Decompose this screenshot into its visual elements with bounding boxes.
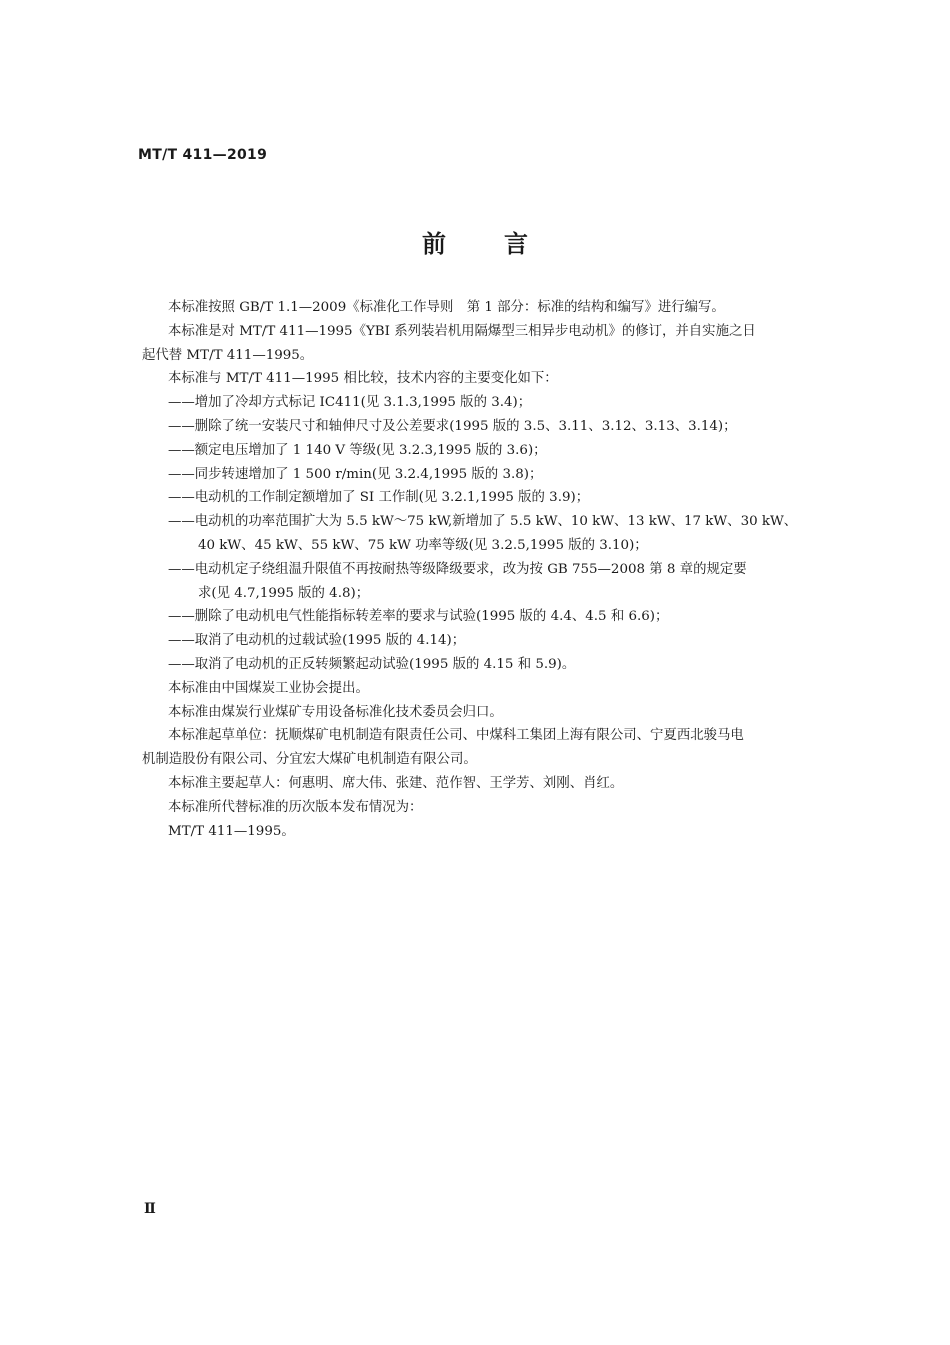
- paragraph-committee: 本标准由煤炭行业煤矿专用设备标准化技术委员会归口。: [168, 704, 503, 720]
- change-item: ——删除了电动机电气性能指标转差率的要求与试验(1995 版的 4.4、4.5 和 6.6)；: [168, 609, 669, 625]
- change-item: ——额定电压增加了 1 140 V 等级(见 3.2.3,1995 版的 3.6)；: [168, 442, 547, 458]
- title-char-2: 言: [504, 230, 528, 258]
- change-item: ——电动机的工作制定额增加了 SI 工作制(见 3.2.1,1995 版的 3.9)；: [168, 490, 590, 506]
- foreword-body: [142, 296, 832, 843]
- page-number: Ⅱ: [144, 1201, 156, 1217]
- paragraph-proposer: 本标准由中国煤炭工业协会提出。: [168, 680, 369, 696]
- change-item: ——增加了冷却方式标记 IC411(见 3.1.3,1995 版的 3.4)；: [168, 395, 532, 411]
- change-item: ——电动机定子绕组温升限值不再按耐热等级降级要求，改为按 GB 755—2008 第 8 章的规定要: [168, 561, 747, 577]
- title-char-1: 前: [422, 230, 446, 258]
- change-item: ——删除了统一安装尺寸和轴伸尺寸及公差要求(1995 版的 3.5、3.11、3.12、3.13、3.14)；: [168, 418, 737, 434]
- paragraph-history-intro: 本标准所代替标准的历次版本发布情况为：: [168, 799, 423, 815]
- paragraph-changes-intro: 本标准与 MT/T 411—1995 相比较，技术内容的主要变化如下：: [168, 371, 558, 387]
- paragraph-revision: 本标准是对 MT/T 411—1995《YBI 系列装岩机用隔爆型三相异步电动机》的修订，并自实施之日: [168, 323, 756, 339]
- standard-code-header: MT/T 411—2019: [138, 147, 268, 163]
- page-title: [0, 224, 950, 259]
- paragraph-drafting-rules: 本标准按照 GB/T 1.1—2009《标准化工作导则 第 1 部分：标准的结构和编写》进行编写。: [168, 300, 725, 315]
- paragraph-history: MT/T 411—1995。: [168, 823, 295, 839]
- change-item-cont: 求(见 4.7,1995 版的 4.8)；: [198, 585, 370, 601]
- change-item: ——同步转速增加了 1 500 r/min(见 3.2.4,1995 版的 3.8)；: [168, 466, 543, 482]
- change-item: ——电动机的功率范围扩大为 5.5 kW～75 kW,新增加了 5.5 kW、10 kW、13 kW、17 kW、30 kW、: [168, 514, 798, 530]
- change-item: ——取消了电动机的正反转频繁起动试验(1995 版的 4.15 和 5.9)。: [168, 656, 576, 672]
- paragraph-drafting-units: 本标准起草单位：抚顺煤矿电机制造有限责任公司、中煤科工集团上海有限公司、宁夏西北骏马电: [168, 728, 744, 744]
- change-item-cont: 40 kW、45 kW、55 kW、75 kW 功率等级(见 3.2.5,1995 版的 3.10)；: [198, 537, 648, 553]
- paragraph-drafting-units-cont: 机制造股份有限公司、分宜宏大煤矿电机制造有限公司。: [142, 752, 477, 768]
- paragraph-drafters: 本标准主要起草人：何惠明、席大伟、张建、范作智、王学芳、刘刚、肖红。: [168, 775, 624, 791]
- paragraph-revision-cont: 起代替 MT/T 411—1995。: [142, 347, 314, 363]
- change-item: ——取消了电动机的过载试验(1995 版的 4.14)；: [168, 633, 466, 649]
